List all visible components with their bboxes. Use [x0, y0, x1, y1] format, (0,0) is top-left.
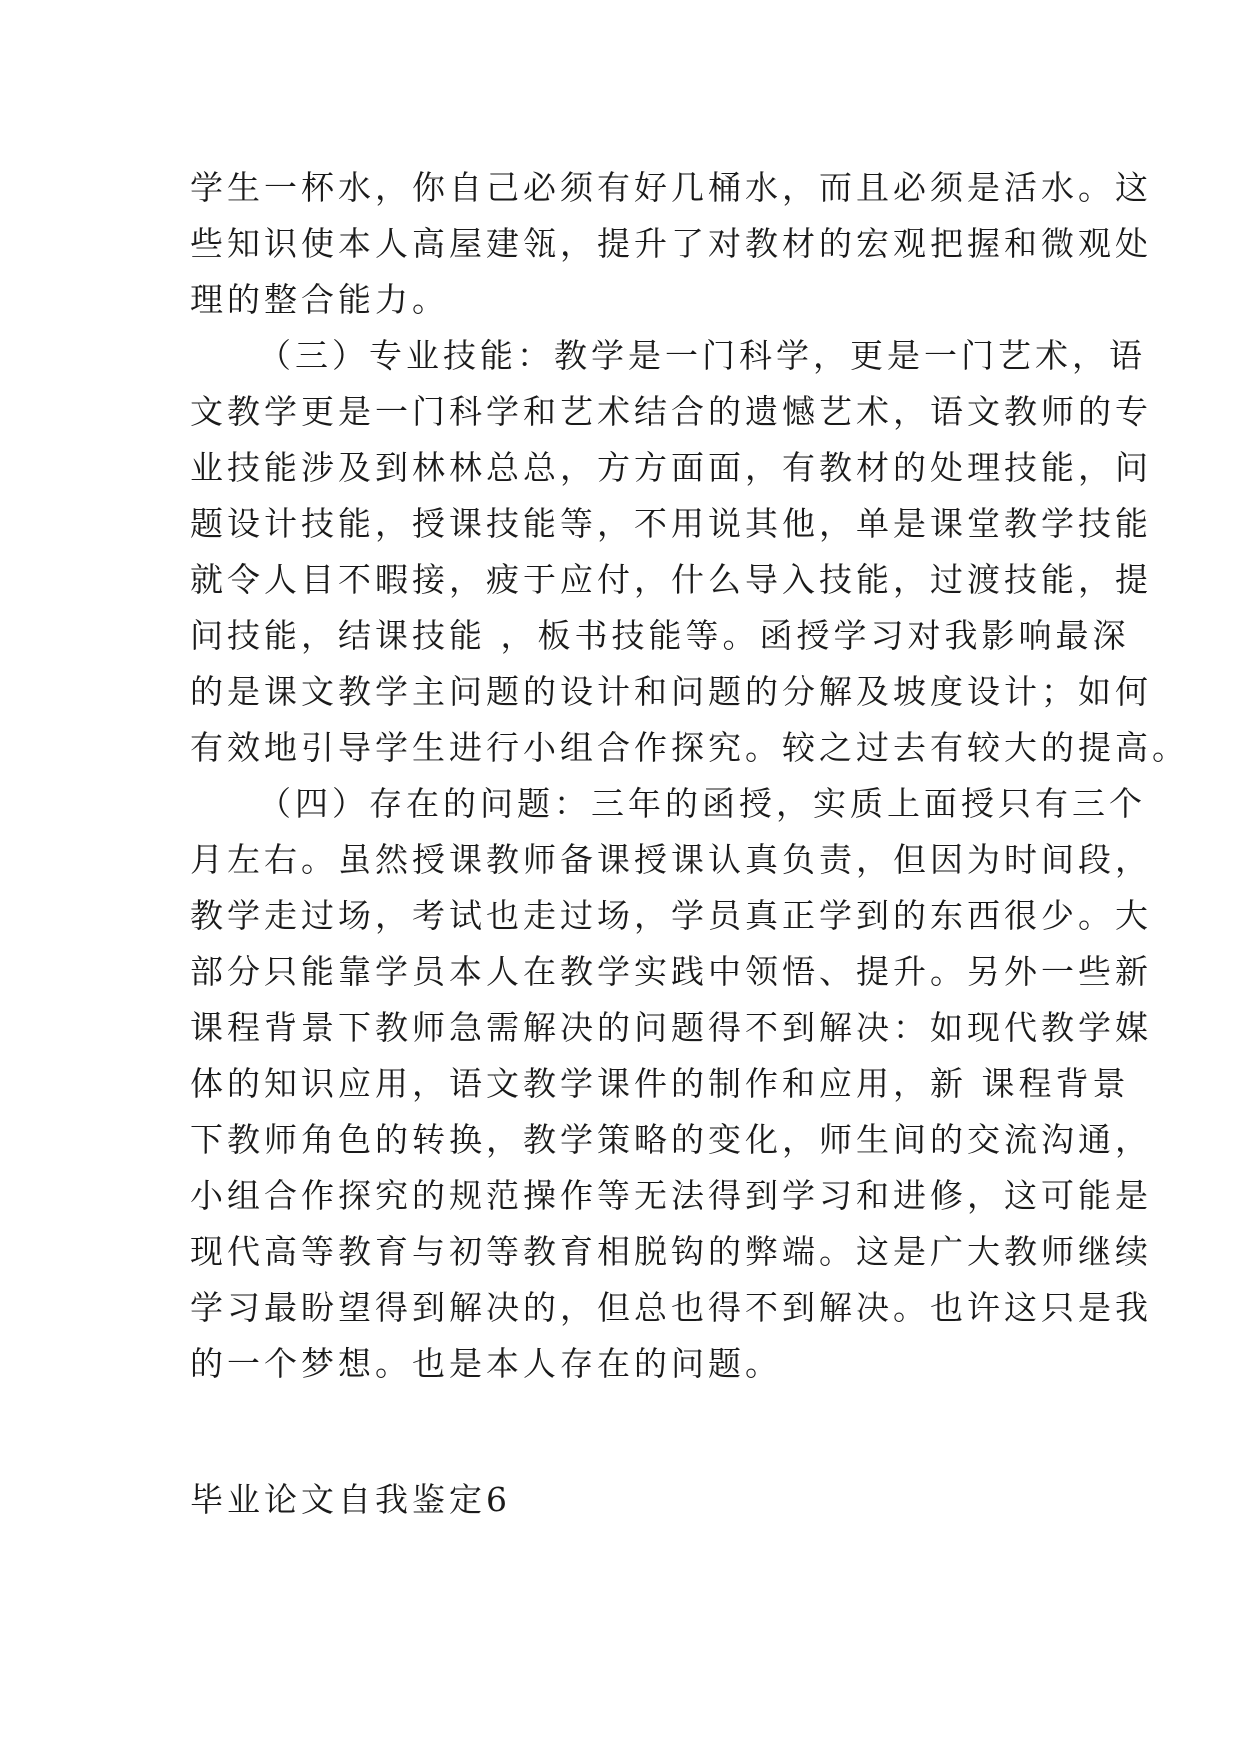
text-line: 业技能涉及到林林总总，方方面面，有教材的处理技能，问 — [190, 448, 1152, 487]
text-line: 文教学更是一门科学和艺术结合的遗憾艺术，语文教师的专 — [190, 392, 1152, 431]
text-line: 月左右。虽然授课教师备课授课认真负责，但因为时间段， — [190, 840, 1152, 879]
text-line: 问技能，结课技能 ，板书技能等。函授学习对我影响最深 — [190, 616, 1130, 655]
paragraph-start-line: （四）存在的问题：三年的函授，实质上面授只有三个 — [258, 784, 1146, 823]
text-line: 现代高等教育与初等教育相脱钩的弊端。这是广大教师继续 — [190, 1232, 1152, 1271]
text-line: 小组合作探究的规范操作等无法得到学习和进修，这可能是 — [190, 1176, 1152, 1215]
text-line: 教学走过场，考试也走过场，学员真正学到的东西很少。大 — [190, 896, 1152, 935]
text-line: 部分只能靠学员本人在教学实践中领悟、提升。另外一些新 — [190, 952, 1152, 991]
text-line: 有效地引导学生进行小组合作探究。较之过去有较大的提高。 — [190, 728, 1189, 767]
text-line: 理的整合能力。 — [190, 280, 449, 319]
text-line: 的是课文教学主问题的设计和问题的分解及坡度设计；如何 — [190, 672, 1152, 711]
text-line: 的一个梦想。也是本人存在的问题。 — [190, 1344, 782, 1383]
text-line: 体的知识应用，语文教学课件的制作和应用，新 课程背景 — [190, 1064, 1130, 1103]
text-line: 就令人目不暇接，疲于应付，什么导入技能，过渡技能，提 — [190, 560, 1152, 599]
text-line: 学习最盼望得到解决的，但总也得不到解决。也许这只是我 — [190, 1288, 1152, 1327]
paragraph-start-line: （三）专业技能：教学是一门科学，更是一门艺术，语 — [258, 336, 1146, 375]
text-line: 题设计技能，授课技能等，不用说其他，单是课堂教学技能 — [190, 504, 1152, 543]
text-line: 下教师角色的转换，教学策略的变化，师生间的交流沟通， — [190, 1120, 1152, 1159]
text-line: 课程背景下教师急需解决的问题得不到解决：如现代教学媒 — [190, 1008, 1152, 1047]
section-heading: 毕业论文自我鉴定6 — [190, 1480, 511, 1519]
text-line: 些知识使本人高屋建瓴，提升了对教材的宏观把握和微观处 — [190, 224, 1152, 263]
text-line: 学生一杯水，你自己必须有好几桶水，而且必须是活水。这 — [190, 168, 1152, 207]
